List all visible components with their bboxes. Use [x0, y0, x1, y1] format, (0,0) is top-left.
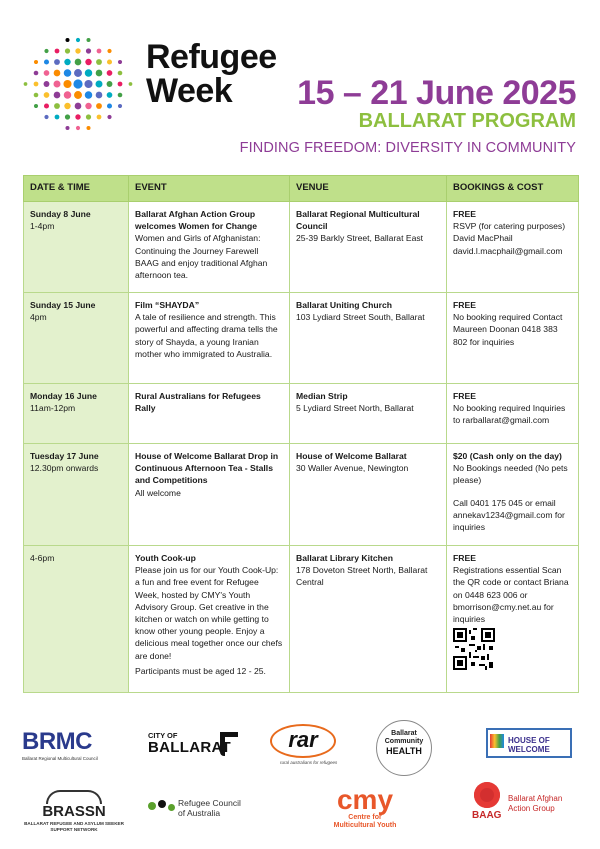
event-description: A tale of resilience and strength. This powerful and affecting drama tells the story of Shayda, a young Iranian mother who immigrated to Australia. — [135, 312, 278, 359]
cost: FREE — [453, 391, 476, 401]
baag-line2: Action Group — [508, 804, 555, 813]
theme-subtitle: FINDING FREEDOM: DIVERSITY IN COMMUNITY — [239, 140, 576, 156]
date-cell — [24, 444, 129, 546]
venue-address: 103 Lydiard Street South, Ballarat — [296, 312, 425, 323]
bch-line1: Ballarat — [391, 730, 417, 737]
bch-line3: HEALTH — [386, 746, 422, 756]
brmc-wordmark: BRMC — [22, 728, 92, 755]
venue-name: House of Welcome Ballarat — [296, 451, 407, 461]
program-title: BALLARAT PROGRAM — [358, 110, 576, 132]
header-date-time: DATE & TIME — [24, 176, 129, 202]
bookings-cell — [447, 546, 579, 693]
booking-contact: Call 0401 175 045 or email annekav1234@gmail.com for inquiries — [453, 497, 565, 533]
event-note: Participants must be aged 12 - 25. — [135, 665, 266, 676]
brassn-logo — [24, 790, 124, 832]
ballarat-community-health-logo — [376, 720, 432, 776]
event-title: Rural Australians for Refugees Rally — [135, 391, 261, 414]
table-row — [24, 293, 579, 384]
refugee-council-logo — [148, 798, 268, 818]
cmy-subtitle-2: Multicultural Youth — [333, 822, 397, 829]
bookings-cell — [447, 384, 579, 444]
refugee-week-dots-logo — [22, 34, 134, 134]
rar-wordmark: rar — [270, 724, 336, 758]
city-line1: CITY OF — [148, 731, 178, 740]
booking-info: No Bookings needed (No pets please) — [453, 463, 568, 486]
event-cell — [129, 444, 290, 546]
table-row — [24, 202, 579, 293]
event-description: Please join us for our Youth Cook-Up: a fun and free event for Refugee Week, hosted by CMY's Youth Advisory Group. Get creative in the kitchen or watch on while getting to know other young people. Enjoy a delicious meal together once our chefs are done! — [135, 565, 283, 661]
venue-name: Ballarat Library Kitchen — [296, 553, 393, 563]
booking-info: Registrations essential Scan the QR code or contact Briana on 0448 623 006 or bmorrison@cmy.net.au for inquiries — [453, 565, 569, 625]
table-row — [24, 384, 579, 444]
time: 1-4pm — [30, 221, 55, 232]
city-crest-icon — [220, 732, 238, 756]
refugee-week-wordmark — [146, 40, 277, 108]
qr-code-icon[interactable] — [453, 628, 495, 670]
date-cell — [24, 384, 129, 444]
bch-line2: Community — [384, 738, 424, 745]
venue-name: Ballarat Regional Multicultural Council — [296, 209, 420, 232]
logo-text-line1: Refugee — [146, 38, 277, 76]
city-of-ballarat-logo — [148, 732, 240, 756]
venue-address: 25-39 Barkly Street, Ballarat East — [296, 233, 424, 244]
bookings-cell — [447, 293, 579, 384]
rca-line2: of Australia — [178, 808, 221, 818]
rca-figures-icon — [148, 800, 176, 818]
booking-info: No booking required Contact Maureen Doonan 0418 383 802 for inquiries — [453, 312, 563, 347]
event-description: Women and Girls of Afghanistan: Continuing the Journey Farewell BAAG and enjoy traditional Afghan afternoon tea. — [135, 233, 268, 281]
event-title: House of Welcome Ballarat Drop in Continuous Afternoon Tea - Stalls and Competitions — [135, 451, 279, 486]
venue-cell — [290, 444, 447, 546]
date: Monday 16 June — [30, 391, 97, 401]
venue-cell — [290, 202, 447, 293]
date-cell — [24, 202, 129, 293]
event-title: Youth Cook-up — [135, 553, 196, 563]
date: Sunday 8 June — [30, 209, 91, 219]
brmc-logo — [22, 730, 122, 762]
cmy-wordmark: cmy — [336, 784, 394, 815]
header-venue: VENUE — [290, 176, 447, 202]
city-line2: BALLARAT — [148, 739, 231, 756]
venue-cell — [290, 384, 447, 444]
baag-flower-icon — [474, 782, 500, 808]
venue-cell — [290, 293, 447, 384]
event-dates: 15 – 21 June 2025 — [297, 74, 576, 112]
brassn-subtitle: BALLARAT REFUGEE AND ASYLUM SEEKER SUPPORT NETWORK — [24, 821, 124, 832]
header — [0, 0, 600, 170]
cost: FREE — [453, 300, 476, 310]
header-event: EVENT — [129, 176, 290, 202]
cmy-logo — [320, 786, 410, 830]
date-cell — [24, 293, 129, 384]
table-row — [24, 546, 579, 693]
venue-name: Median Strip — [296, 391, 348, 401]
baag-line1: Ballarat Afghan — [508, 794, 563, 803]
event-description: All welcome — [135, 487, 181, 498]
brassn-wordmark: BRASSN — [42, 803, 106, 820]
house-of-welcome-logo — [486, 728, 572, 758]
how-wordmark: HOUSE OF WELCOME — [508, 736, 550, 754]
event-cell — [129, 546, 290, 693]
event-cell — [129, 384, 290, 444]
time: 11am-12pm — [30, 403, 76, 414]
booking-info: No booking required Inquiries to rarballarat@gmail.com — [453, 403, 566, 426]
bookings-cell — [447, 202, 579, 293]
time: 4pm — [30, 312, 47, 323]
brassn-arch-icon — [46, 790, 102, 804]
event-title: Film “SHAYDA” — [135, 300, 200, 310]
date: Tuesday 17 June — [30, 451, 99, 461]
table-row — [24, 444, 579, 546]
baag-wordmark: BAAG — [472, 810, 502, 821]
house-roof-icon — [490, 734, 504, 748]
cost: FREE — [453, 209, 476, 219]
venue-name: Ballarat Uniting Church — [296, 300, 392, 310]
table-header-row — [24, 176, 579, 202]
date: Sunday 15 June — [30, 300, 96, 310]
cost: $20 (Cash only on the day) — [453, 451, 562, 461]
cmy-subtitle-1: Centre for — [348, 814, 382, 821]
venue-address: 30 Waller Avenue, Newington — [296, 463, 409, 474]
event-cell — [129, 202, 290, 293]
booking-info: RSVP (for catering purposes) David MacPhail david.l.macphail@gmail.com — [453, 221, 566, 256]
bookings-cell — [447, 444, 579, 546]
venue-address: 5 Lydiard Street North, Ballarat — [296, 403, 414, 414]
date-cell — [24, 546, 129, 693]
time: 12.30pm onwards — [30, 463, 99, 474]
rar-logo — [270, 724, 350, 765]
brmc-subtitle: Ballarat Regional Multicultural Council — [22, 756, 98, 761]
venue-address: 178 Doveton Street North, Ballarat Central — [296, 565, 428, 588]
event-title: Ballarat Afghan Action Group welcomes Women for Change — [135, 209, 258, 232]
venue-cell — [290, 546, 447, 693]
cost: FREE — [453, 553, 476, 563]
rca-line1: Refugee Council — [178, 798, 241, 808]
partner-logos — [0, 712, 600, 849]
rar-subtitle: rural australians for refugees — [280, 760, 338, 765]
header-bookings-cost: BOOKINGS & COST — [447, 176, 579, 202]
time: 4-6pm — [30, 553, 55, 563]
logo-text-line2: Week — [146, 72, 233, 110]
program-table — [23, 175, 579, 693]
event-cell — [129, 293, 290, 384]
